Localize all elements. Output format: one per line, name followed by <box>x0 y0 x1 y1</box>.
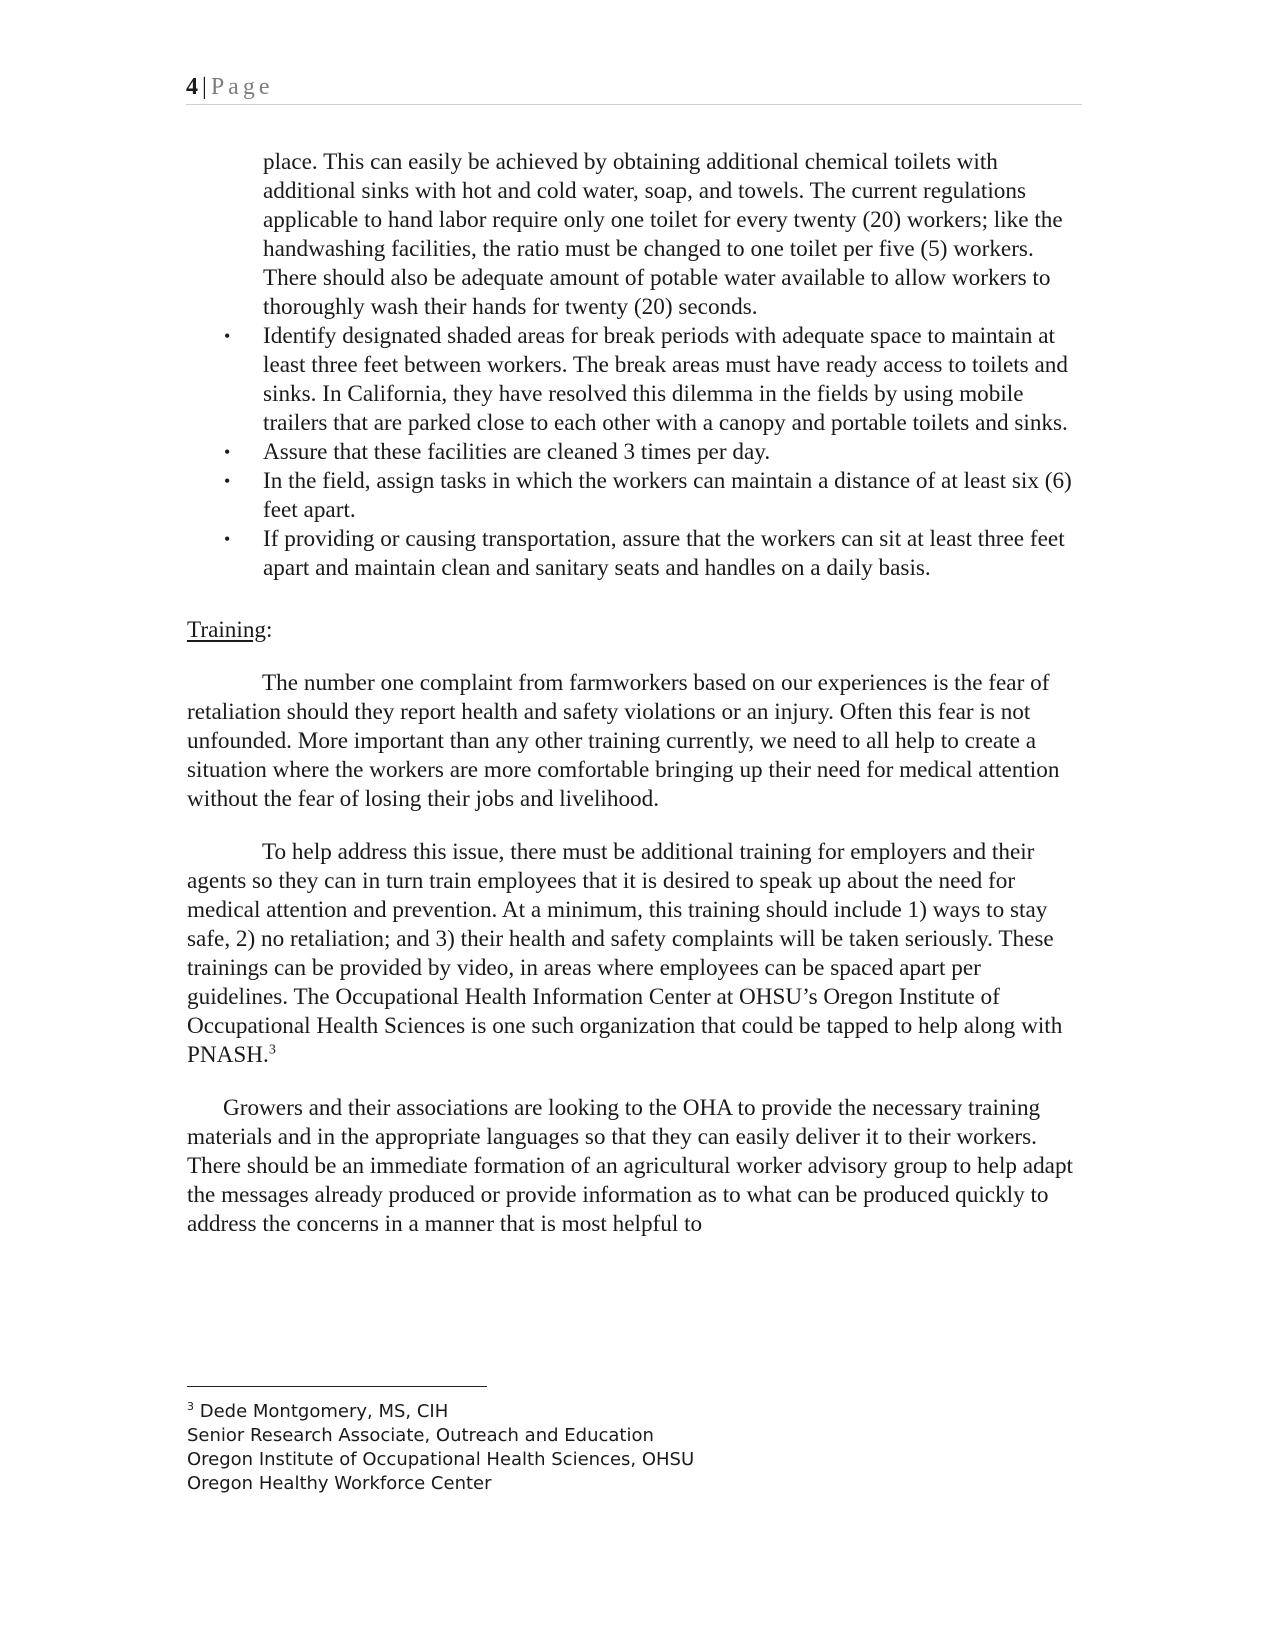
footnote-line: Oregon Healthy Workforce Center <box>187 1473 492 1494</box>
list-item <box>187 438 1087 467</box>
list-item <box>187 322 1087 438</box>
footnote-reference[interactable]: 3 <box>268 1042 276 1058</box>
training-paragraph-3: Growers and their associations are looking to the OHA to provide the necessary training materials and in the appropriate languages so that they can easily deliver it to their workers. There should be an immediate formation of an agricultural worker advisory group to help adapt the messages already produced or provide information as to what can be produced quickly to address the concerns in a manner that is most helpful to <box>187 1095 1073 1237</box>
page-label: Page <box>210 74 274 100</box>
training-paragraph-1: The number one complaint from farmworkers based on our experiences is the fear of retaliation should they report health and safety violations or an injury. Often this fear is not unfounded. More important than any other training currently, we need to all help to create a situation where the workers are more comfortable bringing up their need for medical attention without the fear of losing their jobs and livelihood. <box>187 670 1060 812</box>
page-separator: | <box>202 74 207 100</box>
footnote-marker: 3 <box>187 1400 194 1413</box>
section-heading-colon: : <box>266 617 273 643</box>
page-header <box>186 74 1082 105</box>
list-item-text: Assure that these facilities are cleaned 3 times per day. <box>263 439 771 465</box>
footnote-line: Oregon Institute of Occupational Health Sciences, OHSU <box>187 1449 695 1470</box>
list-item <box>187 525 1087 583</box>
section-heading-training <box>187 616 1087 645</box>
training-paragraph-2-text: To help address this issue, there must be additional training for employers and their agents so they can in turn train employees that it is desired to speak up about the need for medical attention and prevention. At a minimum, this training should include 1) ways to stay safe, 2) no retaliation; and 3) their health and safety complaints will be taken seriously. These trainings can be provided by video, in areas where employees can be spaced apart per guidelines. The Occupational Health Information Center at OHSU’s Oregon Institute of Occupational Health Sciences is one such organization that could be tapped to help along with PNASH. <box>187 839 1063 1068</box>
list-item-text: In the field, assign tasks in which the workers can maintain a distance of at least six (6) feet apart. <box>263 468 1072 523</box>
bullet-icon: • <box>224 529 231 549</box>
bullet-list <box>187 322 1087 583</box>
section-heading-text: Training <box>187 617 267 643</box>
footnote <box>187 1400 694 1496</box>
training-paragraph-2 <box>187 838 1087 1070</box>
list-item-text: Identify designated shaded areas for break periods with adequate space to maintain at least three feet between workers. The break areas must have ready access to toilets and sinks. In California, they have resolved this dilemma in the fields by using mobile trailers that are parked close to each other with a canopy and portable toilets and sinks. <box>263 323 1068 436</box>
list-item <box>187 467 1087 525</box>
bullet-icon: • <box>224 471 231 491</box>
bullet-icon: • <box>224 442 231 462</box>
footnote-line: Senior Research Associate, Outreach and Education <box>187 1425 654 1446</box>
document-body <box>187 148 1087 1239</box>
footnote-line <box>187 1400 694 1424</box>
list-item-text: If providing or causing transportation, assure that the workers can sit at least three feet apart and maintain clean and sanitary seats and handles on a daily basis. <box>263 526 1065 581</box>
continued-paragraph: place. This can easily be achieved by obtaining additional chemical toilets with additional sinks with hot and cold water, soap, and towels. The current regulations applicable to hand labor require only one toilet for every twenty (20) workers; like the handwashing facilities, the ratio must be changed to one toilet per five (5) workers. There should also be adequate amount of potable water available to allow workers to thoroughly wash their hands for twenty (20) seconds. <box>263 149 1063 320</box>
footnote-divider <box>187 1386 487 1387</box>
bullet-icon: • <box>224 326 231 346</box>
footnote-line-text: Dede Montgomery, MS, CIH <box>199 1401 449 1422</box>
page-number: 4 <box>186 74 198 100</box>
